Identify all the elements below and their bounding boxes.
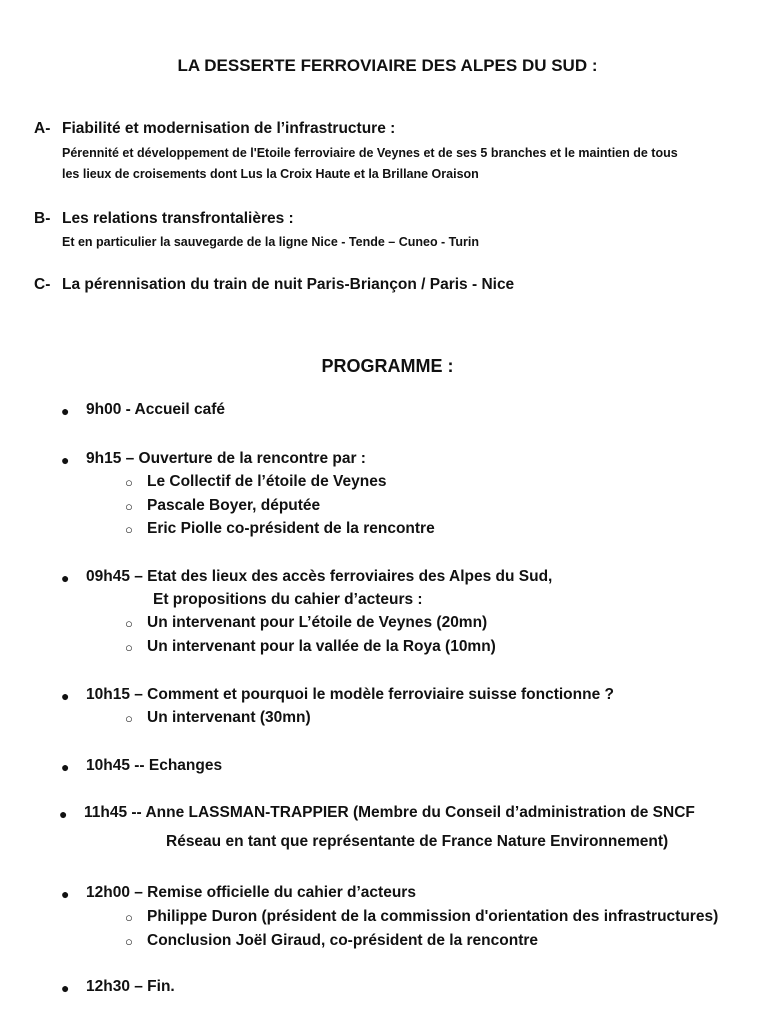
sub-bullet-icon: ○ xyxy=(125,475,133,490)
programme-item-1200: 12h00 – Remise officielle du cahier d’acteurs xyxy=(86,884,416,901)
programme-item-1145: 11h45 -- Anne LASSMAN-TRAPPIER (Membre du Conseil d’administration de SNCF xyxy=(84,804,695,821)
programme-item-1045: 10h45 -- Echanges xyxy=(86,757,223,774)
section-c-heading: La pérennisation du train de nuit Paris-Briançon / Paris - Nice xyxy=(62,276,515,293)
sub-bullet-icon: ○ xyxy=(125,640,133,655)
sub-bullet-icon: ○ xyxy=(125,522,133,537)
sub-bullet-icon: ○ xyxy=(125,711,133,726)
programme-sub-item: Un intervenant (30mn) xyxy=(147,709,311,726)
section-a-body-line-1: Pérennité et développement de l'Etoile ferroviaire de Veynes et de ses 5 branches et le maintien de tous xyxy=(62,146,678,160)
section-b-heading: Les relations transfrontalières : xyxy=(62,210,294,227)
bullet-icon: ● xyxy=(59,806,68,822)
bullet-icon: ● xyxy=(61,452,70,468)
programme-item-1145-continuation: Réseau en tant que représentante de France Nature Environnement) xyxy=(166,833,669,850)
programme-item-1015: 10h15 – Comment et pourquoi le modèle ferroviaire suisse fonctionne ? xyxy=(86,686,614,703)
programme-sub-item: Pascale Boyer, députée xyxy=(147,497,321,514)
document-title: LA DESSERTE FERROVIAIRE DES ALPES DU SUD : xyxy=(177,56,598,75)
section-c-letter: C- xyxy=(34,276,51,293)
programme-sub-item: Eric Piolle co-président de la rencontre xyxy=(147,520,435,537)
section-b-letter: B- xyxy=(34,210,51,227)
programme-sub-item: Philippe Duron (président de la commission d'orientation des infrastructures) xyxy=(147,908,719,925)
sub-bullet-icon: ○ xyxy=(125,499,133,514)
programme-sub-item: Un intervenant pour la vallée de la Roya (10mn) xyxy=(147,638,496,655)
programme-item-0915: 9h15 – Ouverture de la rencontre par : xyxy=(86,450,366,467)
section-a-letter: A- xyxy=(34,120,51,137)
bullet-icon: ● xyxy=(61,759,70,775)
bullet-icon: ● xyxy=(61,980,70,996)
section-b-body-line-1: Et en particulier la sauvegarde de la ligne Nice - Tende – Cuneo - Turin xyxy=(62,235,479,249)
programme-sub-item: Le Collectif de l’étoile de Veynes xyxy=(147,473,387,490)
bullet-icon: ● xyxy=(61,688,70,704)
section-a-body-line-2: les lieux de croisements dont Lus la Croix Haute et la Brillane Oraison xyxy=(62,167,479,181)
programme-item-1230: 12h30 – Fin. xyxy=(86,978,175,995)
programme-sub-item: Conclusion Joël Giraud, co-président de la rencontre xyxy=(147,932,539,949)
bullet-icon: ● xyxy=(61,403,70,419)
programme-sub-item: Un intervenant pour L’étoile de Veynes (20mn) xyxy=(147,614,488,631)
sub-bullet-icon: ○ xyxy=(125,910,133,925)
programme-item-0945-continuation: Et propositions du cahier d’acteurs : xyxy=(153,591,423,608)
programme-item-0900: 9h00 - Accueil café xyxy=(86,401,225,418)
programme-title: PROGRAMME : xyxy=(321,356,454,376)
programme-item-0945: 09h45 – Etat des lieux des accès ferroviaires des Alpes du Sud, xyxy=(86,568,553,585)
section-a-heading: Fiabilité et modernisation de l’infrastructure : xyxy=(62,120,396,137)
bullet-icon: ● xyxy=(61,570,70,586)
sub-bullet-icon: ○ xyxy=(125,934,133,949)
sub-bullet-icon: ○ xyxy=(125,616,133,631)
bullet-icon: ● xyxy=(61,886,70,902)
